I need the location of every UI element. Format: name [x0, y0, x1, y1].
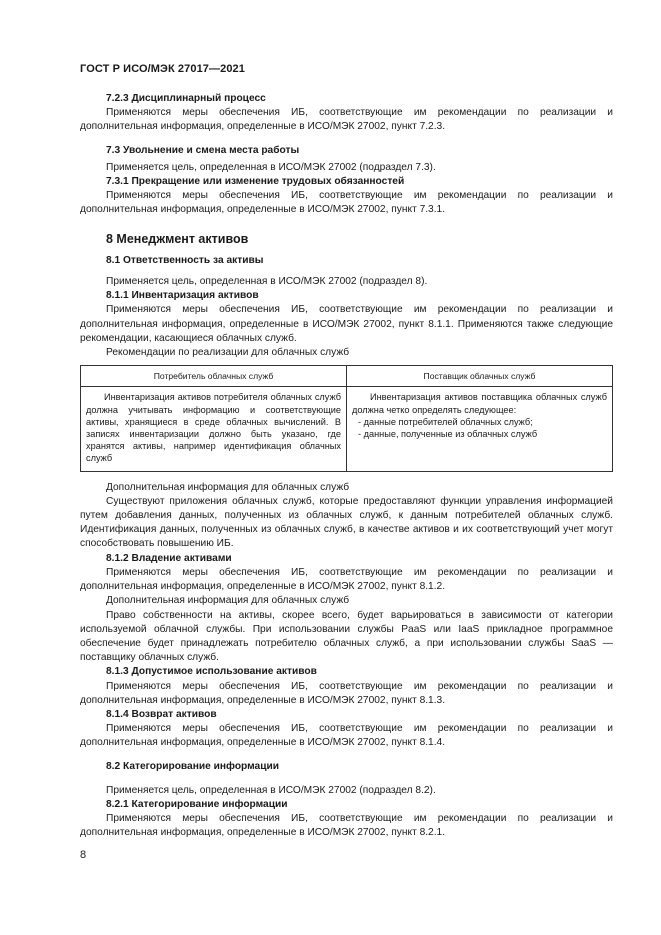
paragraph-8-2: Применяется цель, определенная в ИСО/МЭК 27002 (подраздел 8.2).	[106, 784, 436, 796]
heading-8-2: 8.2 Категорирование информации	[106, 760, 279, 772]
heading-8-1-2: 8.1.2 Владение активами	[106, 552, 232, 564]
heading-8-1-1: 8.1.1 Инвентаризация активов	[106, 290, 259, 302]
table-header-provider: Поставщик облачных служб	[347, 366, 613, 387]
table-cell-provider-text: Инвентаризация активов поставщика облачных служб должна четко определять следующее:	[352, 392, 607, 415]
table-cell-provider-item: - данные, полученные из облачных служб	[358, 429, 538, 440]
addinfo-label-8-1-2: Дополнительная информация для облачных служб	[106, 595, 350, 607]
heading-7-3: 7.3 Увольнение и смена места работы	[106, 144, 300, 156]
paragraph-8-2-1: Применяются меры обеспечения ИБ, соответствующие им рекомендации по реализации и дополнительная информация, определенные в ИСО/МЭК 27002, пункт 8.2.1.	[80, 813, 613, 839]
table-caption: Рекомендации по реализации для облачных служб	[106, 347, 350, 359]
addinfo-label-8-1-1: Дополнительная информация для облачных служб	[106, 481, 350, 493]
recommendations-table	[80, 365, 613, 471]
document-body	[80, 92, 613, 841]
heading-7-3-1: 7.3.1 Прекращение или изменение трудовых обязанностей	[106, 176, 405, 188]
document-header: ГОСТ Р ИСО/МЭК 27017—2021	[80, 63, 245, 75]
paragraph-8-1: Применяется цель, определенная в ИСО/МЭК 27002 (подраздел 8).	[106, 276, 428, 288]
paragraph-8-1-2: Применяются меры обеспечения ИБ, соответствующие им рекомендации по реализации и дополнительная информация, определенные в ИСО/МЭК 27002, пункт 8.1.2.	[80, 566, 613, 593]
paragraph-8-1-3: Применяются меры обеспечения ИБ, соответствующие им рекомендации по реализации и дополнительная информация, определенные в ИСО/МЭК 27002, пункт 8.1.3.	[80, 680, 613, 706]
addinfo-text-8-1-2: Право собственности на активы, скорее всего, будет варьироваться в зависимости от категории используемой облачной службы. При использовании службы PaaS или IaaS прикладное программное обеспечение будет принадлежать потребителю облачных служб, а при использовании службы SaaS — поставщику облачных служб.	[80, 609, 613, 664]
paragraph-7-3: Применяется цель, определенная в ИСО/МЭК 27002 (подраздел 7.3).	[106, 161, 436, 173]
heading-8-1-4: 8.1.4 Возврат активов	[106, 708, 217, 720]
paragraph-8-1-1: Применяются меры обеспечения ИБ, соответствующие им рекомендации по реализации и дополнительная информация, определенные в ИСО/МЭК 27002, пункт 8.1.1. Применяются также следующие рекомендации, касающиеся облачных служб.	[80, 304, 613, 344]
table-cell-consumer	[81, 387, 347, 471]
heading-8-1-3: 8.1.3 Допустимое использование активов	[106, 666, 317, 678]
paragraph-8-1-4: Применяются меры обеспечения ИБ, соответствующие им рекомендации по реализации и дополнительная информация, определенные в ИСО/МЭК 27002, пункт 8.1.4.	[80, 723, 613, 749]
paragraph-7-2-3: Применяются меры обеспечения ИБ, соответствующие им рекомендации по реализации и дополнительная информация, определенные в ИСО/МЭК 27002, пункт 7.2.3.	[80, 107, 613, 133]
page-number: 8	[80, 849, 87, 861]
table-cell-provider-item: - данные потребителей облачных служб;	[358, 416, 533, 427]
paragraph-7-3-1: Применяются меры обеспечения ИБ, соответствующие им рекомендации по реализации и дополнительная информация, определенные в ИСО/МЭК 27002, пункт 7.3.1.	[80, 190, 613, 216]
addinfo-text-8-1-1: Существуют приложения облачных служб, которые предоставляют функции управления информацией путем добавления данных, полученных из облачных служб, к данным потребителей облачных служб. Идентификация данных, полученных из облачных служб, в качестве активов и их соответствующий учет могут способствовать повышению ИБ.	[80, 495, 613, 550]
heading-7-2-3: 7.2.3 Дисциплинарный процесс	[106, 93, 266, 104]
heading-8-2-1: 8.2.1 Категорирование информации	[106, 798, 288, 810]
table-cell-consumer-text: Инвентаризация активов потребителя облачных служб должна учитывать информацию и соответствующие активы, хранящиеся в среде облачных вычислений. В записях инвентаризации должно быть указано, где хранятся активы, например идентификация облачных служб	[86, 392, 341, 464]
table-cell-provider	[347, 387, 613, 471]
table-header-consumer: Потребитель облачных служб	[81, 366, 347, 387]
heading-8-1: 8.1 Ответственность за активы	[106, 254, 264, 266]
heading-8: 8 Менеджмент активов	[106, 231, 249, 246]
